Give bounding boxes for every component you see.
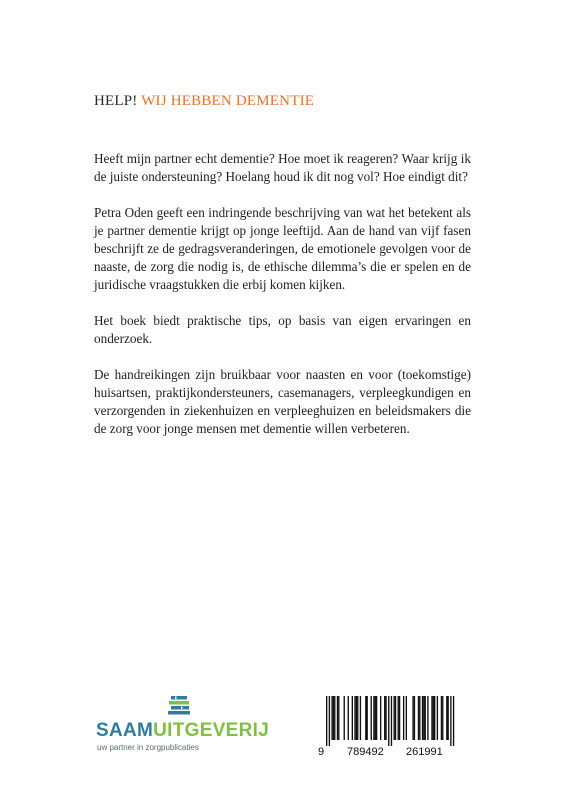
barcode-bar — [391, 696, 392, 746]
barcode-bar — [446, 696, 447, 740]
publisher-tagline: uw partner in zorgpublicaties — [97, 743, 199, 752]
barcode-bar — [334, 696, 335, 740]
barcode-bar — [385, 696, 386, 740]
barcode-bar — [431, 696, 432, 740]
barcode-bar — [384, 696, 385, 740]
blurb-paragraph-4: De handreikingen zijn bruikbaar voor naasten en voor (toekomstige) huisartsen, praktijkondersteuners, casemanagers, verpleegkundigen en verzorgenden in ziekenhuizen en verpleeghuizen en beleidsmakers die de zorg voor jonge mensen met dementie willen verbeteren. — [94, 367, 471, 436]
publisher-logo — [96, 694, 286, 764]
barcode-bar — [442, 696, 443, 740]
barcode-bar — [375, 696, 376, 740]
barcode-bar — [406, 696, 407, 740]
blurb — [94, 150, 471, 456]
book-title — [94, 93, 314, 110]
isbn-barcode — [318, 696, 466, 766]
barcode-bar — [427, 696, 428, 740]
barcode-bar — [414, 696, 415, 740]
blurb-paragraph-2: Petra Oden geeft een indringende beschrijving van wat het betekent als je partner dementie krijgt op jonge leeftijd. Aan de hand van vijf fasen beschrijft ze de gedragsveranderingen, de emotionele gevolgen voor de naaste, de zorg die nodig is, de ethische dilemma’s die er spelen en de juridische vraagstukken die erbij komen kijken. — [94, 205, 471, 292]
barcode-bar — [367, 696, 368, 740]
barcode-bar — [365, 696, 366, 740]
barcode-bar — [344, 696, 345, 740]
barcode-bar — [422, 696, 423, 740]
barcode-bar — [329, 696, 330, 746]
barcode-bar — [333, 696, 334, 740]
barcode-bar — [412, 696, 413, 740]
barcode-bar — [425, 696, 426, 740]
barcode-bar — [437, 696, 438, 740]
publisher-name-uitgeverij: UITGEVERIJ — [153, 720, 270, 741]
barcode-bar — [331, 696, 332, 740]
publisher-name-saam: SAAM — [96, 720, 154, 741]
barcode-bar — [388, 696, 389, 746]
barcode-bar — [423, 696, 424, 740]
barcode-bar — [354, 696, 355, 740]
book-stack-icon — [167, 694, 193, 718]
barcode-bar — [433, 696, 434, 740]
barcode-right-digits: 261991 — [406, 746, 443, 758]
barcode-bar — [418, 696, 419, 740]
blurb-paragraph-1: Heeft mijn partner echt dementie? Hoe moet ik reageren? Waar krijg ik de juiste ondersteuning? Hoelang houd ik dit nog vol? Hoe eindigt dit? — [94, 151, 471, 184]
barcode-bar — [403, 696, 404, 740]
barcode-bar — [338, 696, 339, 740]
title-main: WIJ HEBBEN DEMENTIE — [141, 93, 315, 109]
barcode-bar — [352, 696, 353, 740]
publisher-name — [96, 720, 269, 742]
barcode-bar — [394, 696, 395, 740]
title-prefix: HELP! — [94, 93, 142, 109]
barcode-bar — [371, 696, 372, 740]
barcode-bar — [395, 696, 396, 740]
barcode-bar — [398, 696, 399, 740]
barcode-bar — [419, 696, 420, 740]
barcode-left-digits: 789492 — [347, 746, 384, 758]
barcode-bar — [357, 696, 358, 740]
barcode-bar — [441, 696, 442, 740]
barcode-bar — [434, 696, 435, 740]
barcode-bar — [356, 696, 357, 740]
blurb-paragraph-3: Het boek biedt praktische tips, op basis van eigen ervaringen en onderzoek. — [94, 313, 471, 346]
barcode-bar — [453, 696, 454, 746]
barcode-bar — [337, 696, 338, 740]
barcode-first-digit: 9 — [318, 746, 325, 758]
barcode-bar — [399, 696, 400, 740]
barcode-bar — [326, 696, 327, 746]
barcode-bar — [348, 696, 349, 740]
barcode-bar — [380, 696, 381, 740]
barcode-bar — [376, 696, 377, 740]
barcode-bars — [318, 696, 466, 746]
barcode-bar — [448, 696, 449, 740]
barcode-bar — [450, 696, 451, 746]
barcode-bar — [373, 696, 374, 740]
barcode-bar — [360, 696, 361, 740]
